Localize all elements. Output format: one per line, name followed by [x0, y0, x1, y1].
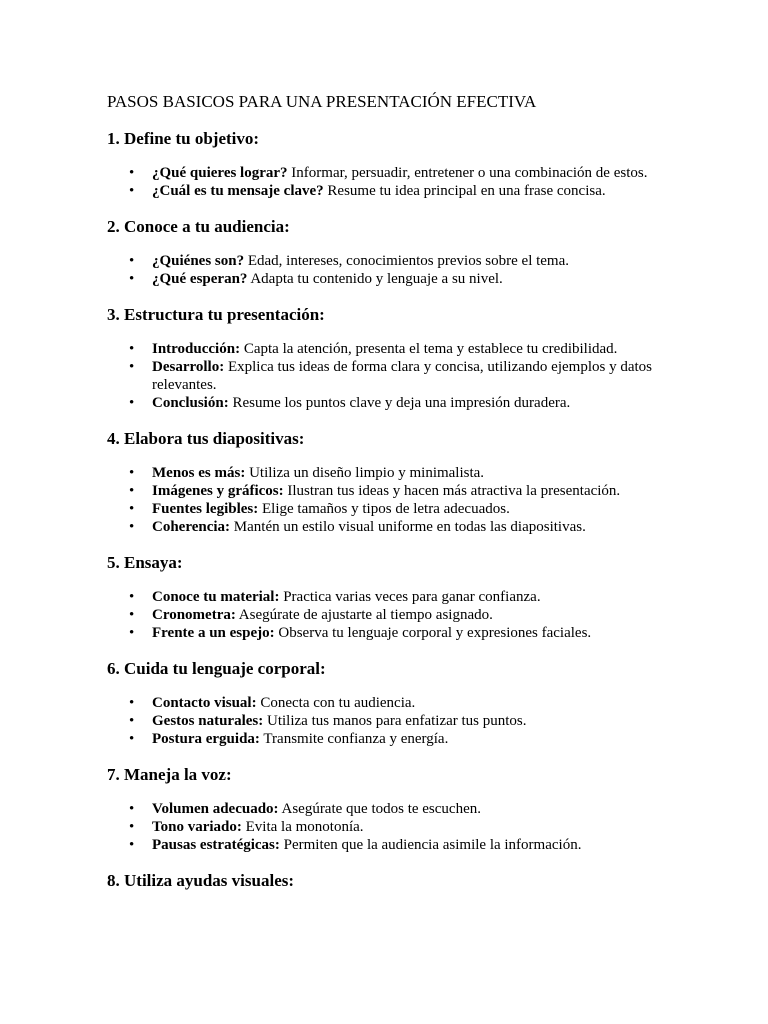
bullet-icon: •: [129, 483, 135, 499]
bullet-icon: •: [129, 519, 135, 535]
list-item: [107, 464, 708, 482]
bullet-text: Utiliza un diseño limpio y minimalista.: [245, 465, 485, 481]
list-item: [107, 358, 708, 394]
bullet-text: Edad, intereses, conocimientos previos sobre el tema.: [244, 253, 570, 269]
bullet-icon: •: [129, 271, 135, 287]
bullet-label: Fuentes legibles:: [152, 501, 259, 517]
bullet-label: Postura erguida:: [152, 731, 260, 747]
bullet-icon: •: [129, 359, 135, 375]
bullet-label: Frente a un espejo:: [152, 625, 275, 641]
bullet-list: [107, 694, 708, 748]
bullet-label: Volumen adecuado:: [152, 801, 279, 817]
bullet-text: Transmite confianza y energía.: [259, 731, 449, 747]
bullet-label: Desarrollo:: [152, 359, 225, 375]
bullet-icon: •: [129, 695, 135, 711]
bullet-label: ¿Qué esperan?: [152, 271, 248, 287]
section-heading: 6. Cuida tu lenguaje corporal:: [107, 659, 326, 678]
section-heading: 3. Estructura tu presentación:: [107, 305, 325, 324]
bullet-text: Ilustran tus ideas y hacen más atractiva la presentación.: [283, 483, 621, 499]
section-heading: 8. Utiliza ayudas visuales:: [107, 871, 295, 890]
bullet-list: [107, 800, 708, 854]
list-item: [107, 694, 708, 712]
list-item: [107, 712, 708, 730]
document-title: PASOS BASICOS PARA UNA PRESENTACIÓN EFECTIVA: [107, 92, 537, 111]
bullet-list: [107, 588, 708, 642]
bullet-label: ¿Quiénes son?: [152, 253, 245, 269]
bullet-icon: •: [129, 589, 135, 605]
list-item: [107, 482, 708, 500]
list-item: [107, 800, 708, 818]
bullet-icon: •: [129, 501, 135, 517]
bullet-label: Conclusión:: [152, 395, 229, 411]
bullet-label: Cronometra:: [152, 607, 236, 623]
section-heading: 2. Conoce a tu audiencia:: [107, 217, 290, 236]
bullet-label: Tono variado:: [152, 819, 242, 835]
bullet-label: Menos es más:: [152, 465, 246, 481]
bullet-icon: •: [129, 165, 135, 181]
bullet-label: Coherencia:: [152, 519, 231, 535]
bullet-label: Conoce tu material:: [152, 589, 280, 605]
bullet-label: Pausas estratégicas:: [152, 837, 280, 853]
bullet-text: Resume los puntos clave y deja una impresión duradera.: [228, 395, 571, 411]
bullet-label: Introducción:: [152, 341, 241, 357]
list-item: [107, 340, 708, 358]
list-item: [107, 818, 708, 836]
document-body: [107, 128, 708, 892]
bullet-text: Practica varias veces para ganar confianza.: [279, 589, 541, 605]
bullet-label: Gestos naturales:: [152, 713, 264, 729]
list-item: [107, 182, 708, 200]
section-heading: 5. Ensaya:: [107, 553, 183, 572]
bullet-text: Capta la atención, presenta el tema y establece tu credibilidad.: [240, 341, 618, 357]
section-heading: 7. Maneja la voz:: [107, 765, 232, 784]
bullet-icon: •: [129, 607, 135, 623]
bullet-text: Utiliza tus manos para enfatizar tus puntos.: [263, 713, 527, 729]
section-heading: 1. Define tu objetivo:: [107, 129, 260, 148]
bullet-text: Mantén un estilo visual uniforme en todas las diapositivas.: [230, 519, 586, 535]
list-item: [107, 730, 708, 748]
bullet-icon: •: [129, 837, 135, 853]
list-item: [107, 394, 708, 412]
bullet-icon: •: [129, 341, 135, 357]
bullet-text: Explica tus ideas de forma clara y concisa, utilizando ejemplos y datos relevantes.: [152, 359, 652, 393]
bullet-label: Imágenes y gráficos:: [152, 483, 284, 499]
list-item: [107, 164, 708, 182]
bullet-list: [107, 464, 708, 536]
bullet-text: Permiten que la audiencia asimile la información.: [279, 837, 582, 853]
bullet-icon: •: [129, 801, 135, 817]
bullet-icon: •: [129, 395, 135, 411]
bullet-text: Adapta tu contenido y lenguaje a su nivel.: [247, 271, 503, 287]
bullet-icon: •: [129, 713, 135, 729]
list-item: [107, 606, 708, 624]
list-item: [107, 500, 708, 518]
bullet-list: [107, 252, 708, 288]
bullet-text: Observa tu lenguaje corporal y expresiones faciales.: [274, 625, 592, 641]
bullet-icon: •: [129, 465, 135, 481]
bullet-list: [107, 340, 708, 412]
list-item: [107, 624, 708, 642]
bullet-label: ¿Cuál es tu mensaje clave?: [152, 183, 324, 199]
bullet-text: Informar, persuadir, entretener o una combinación de estos.: [287, 165, 648, 181]
bullet-label: Contacto visual:: [152, 695, 257, 711]
bullet-icon: •: [129, 183, 135, 199]
bullet-list: [107, 164, 708, 200]
bullet-icon: •: [129, 253, 135, 269]
list-item: [107, 518, 708, 536]
list-item: [107, 588, 708, 606]
section-heading: 4. Elabora tus diapositivas:: [107, 429, 305, 448]
bullet-icon: •: [129, 625, 135, 641]
list-item: [107, 252, 708, 270]
list-item: [107, 270, 708, 288]
bullet-text: Conecta con tu audiencia.: [256, 695, 416, 711]
bullet-icon: •: [129, 819, 135, 835]
bullet-text: Asegúrate de ajustarte al tiempo asignado.: [235, 607, 493, 623]
bullet-text: Evita la monotonía.: [241, 819, 364, 835]
bullet-text: Resume tu idea principal en una frase concisa.: [323, 183, 606, 199]
bullet-label: ¿Qué quieres lograr?: [152, 165, 288, 181]
bullet-icon: •: [129, 731, 135, 747]
bullet-text: Elige tamaños y tipos de letra adecuados.: [258, 501, 510, 517]
bullet-text: Asegúrate que todos te escuchen.: [278, 801, 481, 817]
list-item: [107, 836, 708, 854]
